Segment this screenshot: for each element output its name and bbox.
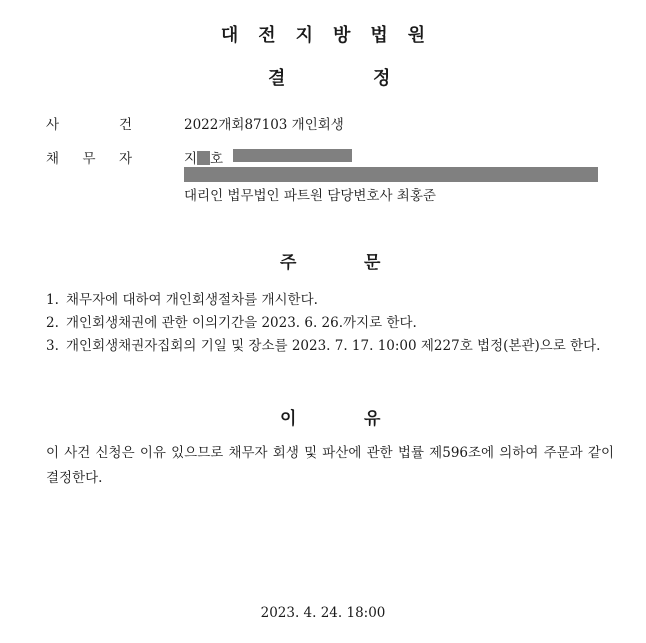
- debtor-agent: 대리인 법무법인 파트원 담당변호사 최홍준: [184, 188, 436, 204]
- order-item-text: 채무자에 대하여 개인회생절차를 개시한다.: [66, 292, 318, 308]
- debtor-name: [184, 147, 223, 167]
- reason-heading-char-2: 유: [364, 409, 381, 429]
- order-item-number: 3.: [46, 338, 59, 354]
- case-label: [46, 113, 132, 133]
- debtor-name-suffix: 호: [210, 151, 224, 167]
- reason-text: 이 사건 신청은 이유 있으므로 채무자 회생 및 파산에 관한 법률 제596조에 의하여 주문과 같이 결정한다.: [46, 445, 614, 486]
- order-item-text: 개인회생채권에 관한 이의기간을 2023. 6. 26.까지로 한다.: [66, 315, 417, 331]
- case-number: 2022개회87103 개인회생: [184, 117, 344, 133]
- order-heading-char-2: 문: [364, 253, 381, 273]
- debtor-name-prefix: 지: [184, 151, 198, 167]
- debtor-label: [46, 147, 132, 167]
- case-label-char-2: 건: [118, 117, 132, 133]
- decision-date: 2023. 4. 24. 18:00: [260, 605, 386, 621]
- reason-heading-char-1: 이: [280, 409, 297, 429]
- debtor-label-char-3: 자: [118, 151, 132, 167]
- document-type-char-2: 정: [373, 68, 391, 89]
- order-heading-char-1: 주: [280, 253, 297, 273]
- debtor-label-char-2: 무: [82, 151, 96, 167]
- order-item: [46, 312, 616, 335]
- order-list: [46, 289, 616, 358]
- case-label-char-1: 사: [46, 117, 60, 133]
- order-item: [46, 289, 616, 312]
- order-item-text: 개인회생채권자집회의 기일 및 장소를 2023. 7. 17. 10:00 제227호 법정(본관)으로 한다.: [66, 338, 601, 354]
- order-item-number: 2.: [46, 315, 59, 331]
- address-redaction: [184, 167, 598, 182]
- order-item-number: 1.: [46, 292, 59, 308]
- name-redaction: [197, 151, 210, 165]
- order-item: [46, 335, 616, 358]
- document-type-char-1: 결: [268, 68, 286, 89]
- debtor-label-char-1: 채: [46, 151, 60, 167]
- id-redaction: [233, 149, 352, 162]
- court-name: 대전지방법원: [220, 25, 446, 46]
